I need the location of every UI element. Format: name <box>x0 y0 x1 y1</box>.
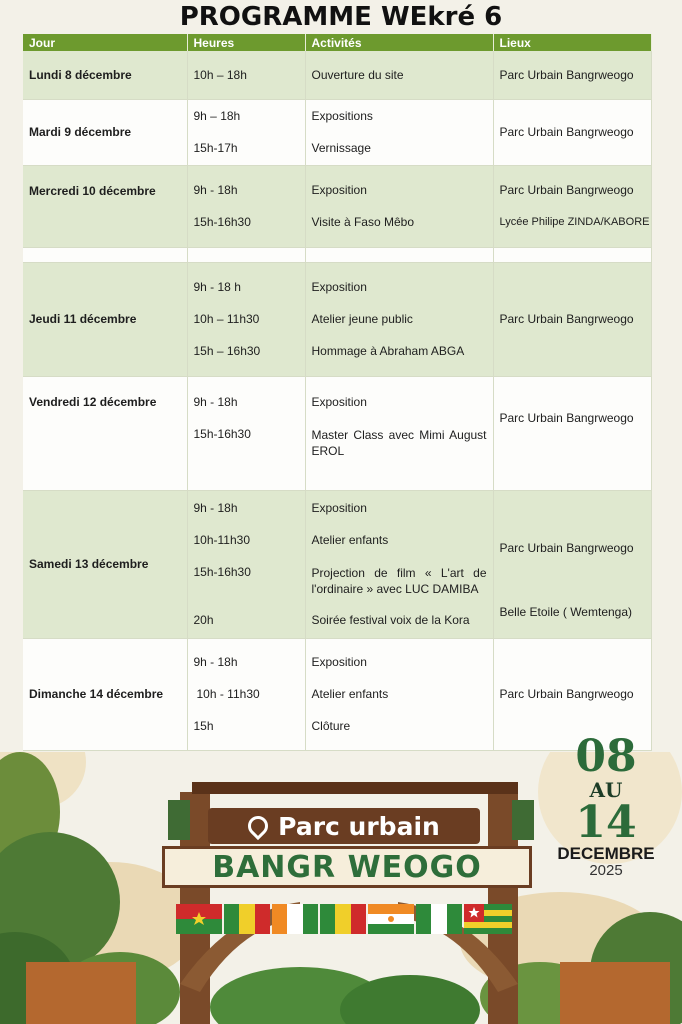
place-cell: Parc Urbain Bangrweogo <box>493 99 651 165</box>
hours-cell <box>187 638 305 750</box>
spacer-row <box>23 247 651 262</box>
hour-line: 9h - 18 h <box>193 280 241 294</box>
place-line: Lycée Philipe ZINDA/KABORE <box>499 216 650 228</box>
activity-cell <box>305 165 493 247</box>
hour-line: 9h – 18h <box>193 109 241 123</box>
day-cell: Lundi 8 décembre <box>23 51 187 99</box>
hour-line: 9h - 18h <box>193 655 238 669</box>
hours-cell <box>187 165 305 247</box>
activity-line: Soirée festival voix de la Kora <box>311 613 470 627</box>
date-month: DECEMBRE <box>557 844 655 863</box>
activity-line: Exposition <box>311 501 367 515</box>
activity-line: Clôture <box>311 719 351 733</box>
place-cell: Parc Urbain Bangrweogo <box>493 51 651 99</box>
hours-cell <box>187 99 305 165</box>
header-lieux: Lieux <box>493 34 651 51</box>
activity-line <box>312 556 487 604</box>
hour-line: 15h-16h30 <box>193 215 251 229</box>
day-cell: Jeudi 11 décembre <box>23 262 187 376</box>
park-sign-top <box>208 808 480 844</box>
hour-line: 15h <box>193 719 214 733</box>
hour-line: 10h - 11h30 <box>196 687 260 701</box>
place-cell: Parc Urbain Bangrweogo <box>493 638 651 750</box>
hour-line: 9h - 18h <box>193 501 238 515</box>
activity-line: Atelier enfants <box>311 687 389 701</box>
table-row <box>23 262 651 376</box>
hour-line: 9h - 18h <box>193 183 238 197</box>
page-title: PROGRAMME WEkré 6 <box>179 2 503 32</box>
activity-line: Hommage à Abraham ABGA <box>311 344 465 358</box>
table-row <box>23 638 651 750</box>
hours-cell <box>187 490 305 638</box>
header-jour: Jour <box>23 34 187 51</box>
hour-line: 15h-16h30 <box>193 426 251 441</box>
place-line: Parc Urbain Bangrweogo <box>499 183 634 197</box>
activity-cell <box>305 262 493 376</box>
table-row <box>23 99 651 165</box>
activity-line: Master Class avec Mimi August EROL <box>311 427 487 458</box>
date-end: 14 <box>575 797 637 848</box>
place-cell: Parc Urbain Bangrweogo <box>493 262 651 376</box>
activity-cell <box>305 99 493 165</box>
activity-line: Atelier jeune public <box>311 312 413 326</box>
hour-line: 15h-16h30 <box>193 565 251 579</box>
day-cell: Mercredi 10 décembre <box>23 165 187 247</box>
activity-cell <box>305 376 493 490</box>
date-year: 2025 <box>589 862 623 879</box>
place-cell <box>493 165 651 247</box>
table-row <box>23 490 651 638</box>
activity-cell <box>305 638 493 750</box>
hour-line: 15h-17h <box>193 141 238 155</box>
header-heures: Heures <box>187 34 305 51</box>
table-header-row <box>23 34 651 51</box>
location-pin-icon <box>244 812 272 840</box>
date-start: 08 <box>575 731 637 782</box>
activity-cell: Ouverture du site <box>305 51 493 99</box>
date-separator: AU <box>589 778 623 802</box>
day-cell: Mardi 9 décembre <box>23 99 187 165</box>
hour-line: 10h-11h30 <box>193 533 250 547</box>
hour-line: 9h - 18h <box>193 394 238 409</box>
film-title: Projection de film « L'art de l'ordinaire » avec LUC DAMIBA <box>311 566 487 596</box>
day-cell: Samedi 13 décembre <box>23 490 187 638</box>
program-table <box>23 34 652 751</box>
day-cell: Vendredi 12 décembre <box>23 376 187 490</box>
hours-cell <box>187 376 305 490</box>
table-row <box>23 51 651 99</box>
activity-line: Expositions <box>311 109 373 123</box>
place-cell <box>493 490 651 638</box>
activity-line: Atelier enfants <box>311 533 389 547</box>
header-activites: Activités <box>305 34 493 51</box>
activity-line: Visite à Faso Mêbo <box>311 215 414 229</box>
place-line: Parc Urbain Bangrweogo <box>499 541 634 555</box>
day-cell: Dimanche 14 décembre <box>23 638 187 750</box>
place-line: Belle Etoile ( Wemtenga) <box>499 605 633 619</box>
activity-line: Exposition <box>311 394 367 409</box>
park-sign-main: BANGR WEOGO <box>162 846 532 888</box>
activity-cell <box>305 490 493 638</box>
place-cell: Parc Urbain Bangrweogo <box>493 376 651 490</box>
flags-strip <box>176 904 512 934</box>
table-row <box>23 165 651 247</box>
hours-cell <box>187 262 305 376</box>
activity-line: Vernissage <box>311 141 371 155</box>
activity-line: Exposition <box>311 655 367 669</box>
activity-line: Exposition <box>311 280 367 294</box>
hour-line: 10h – 11h30 <box>193 312 260 326</box>
table-row <box>23 376 651 490</box>
hour-line: 15h – 16h30 <box>193 344 261 358</box>
sign-top-label: Parc urbain <box>278 811 440 841</box>
hours-cell: 10h – 18h <box>187 51 305 99</box>
activity-line: Exposition <box>311 183 367 197</box>
event-dates <box>536 731 676 879</box>
hour-line: 20h <box>193 613 214 627</box>
